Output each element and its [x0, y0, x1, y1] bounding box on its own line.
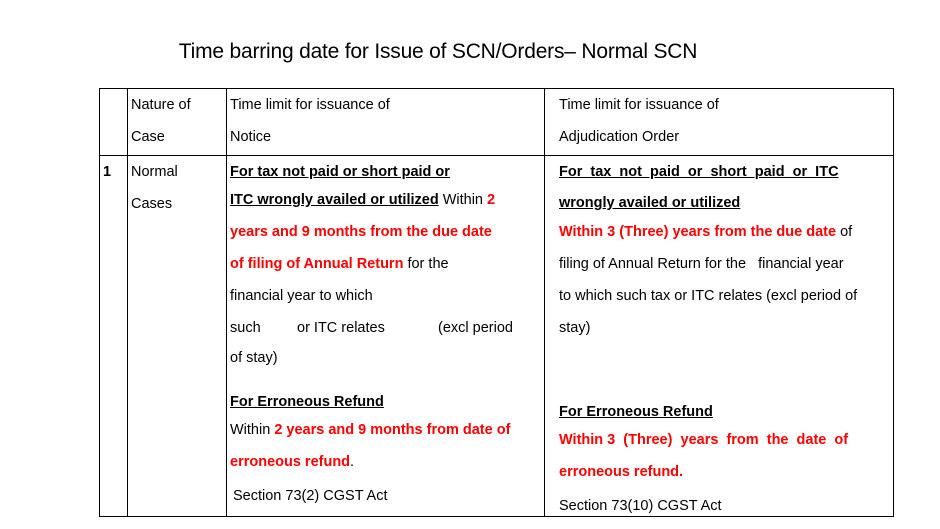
order-tax-heading-line2: wrongly availed or utilized — [559, 195, 741, 211]
notice-red-years: years and 9 months from the due date — [230, 224, 492, 240]
notice-refund-line1-wrap — [230, 420, 510, 440]
table-top-border — [99, 88, 894, 89]
order-line3-wrap — [559, 222, 852, 242]
header-order-line1: Time limit for issuance of — [559, 97, 719, 113]
col-divider-case — [226, 88, 227, 517]
row-serial: 1 — [103, 164, 112, 180]
col-divider-serial — [127, 88, 128, 517]
notice-tax-heading-line2: ITC wrongly availed or utilized — [230, 192, 439, 208]
header-notice-line2: Notice — [230, 129, 272, 145]
notice-for-the: for the — [407, 256, 449, 272]
header-nature-line1: Nature of — [131, 97, 191, 113]
notice-section: Section 73(2) CGST Act — [233, 488, 388, 504]
order-section: Section 73(10) CGST Act — [559, 498, 722, 514]
notice-within-text: Within — [442, 192, 483, 208]
order-red-three-years: Within 3 (Three) years from the due date — [559, 224, 837, 240]
notice-refund-dot: . — [350, 454, 355, 470]
table-header-divider — [99, 155, 894, 156]
order-tax-heading-line1: For tax not paid or short paid or ITC — [559, 164, 839, 180]
order-line5: to which such tax or ITC relates (excl period of — [559, 288, 858, 304]
notice-red-annual-return: of filing of Annual Return — [230, 256, 404, 272]
order-refund-red2: erroneous refund. — [559, 464, 684, 480]
notice-tax-heading-line1: For tax not paid or short paid or — [230, 164, 450, 180]
case-line1: Normal — [131, 164, 178, 180]
notice-line6-such: such — [230, 320, 261, 336]
order-of-text: of — [840, 224, 853, 240]
notice-line6-excl: (excl period — [438, 320, 513, 336]
order-line4: filing of Annual Return for the financial year — [559, 256, 844, 272]
page-title: Time barring date for Issue of SCN/Orders– Normal SCN — [178, 40, 698, 63]
notice-refund-heading: For Erroneous Refund — [230, 394, 384, 410]
table-bottom-border — [99, 516, 894, 517]
notice-tax-heading-line2-wrap — [230, 190, 495, 210]
notice-line7: of stay) — [230, 350, 278, 366]
case-line2: Cases — [131, 196, 173, 212]
notice-line6-itc: or ITC relates — [297, 320, 385, 336]
notice-line4-wrap — [230, 254, 449, 274]
table-left-border — [99, 88, 100, 517]
order-refund-red1: Within 3 (Three) years from the date of — [559, 432, 849, 448]
table-right-border — [893, 88, 894, 517]
notice-line5: financial year to which — [230, 288, 373, 304]
notice-refund-line2-wrap — [230, 452, 354, 472]
notice-red-2: 2 — [487, 192, 496, 208]
notice-refund-within: Within — [230, 422, 271, 438]
header-order-line2: Adjudication Order — [559, 129, 680, 145]
order-refund-heading: For Erroneous Refund — [559, 404, 713, 420]
header-notice-line1: Time limit for issuance of — [230, 97, 390, 113]
header-nature-line2: Case — [131, 129, 165, 145]
col-divider-notice — [544, 88, 545, 517]
order-line6: stay) — [559, 320, 591, 336]
notice-refund-red1: 2 years and 9 months from date of — [274, 422, 511, 438]
notice-refund-red2: erroneous refund — [230, 454, 351, 470]
